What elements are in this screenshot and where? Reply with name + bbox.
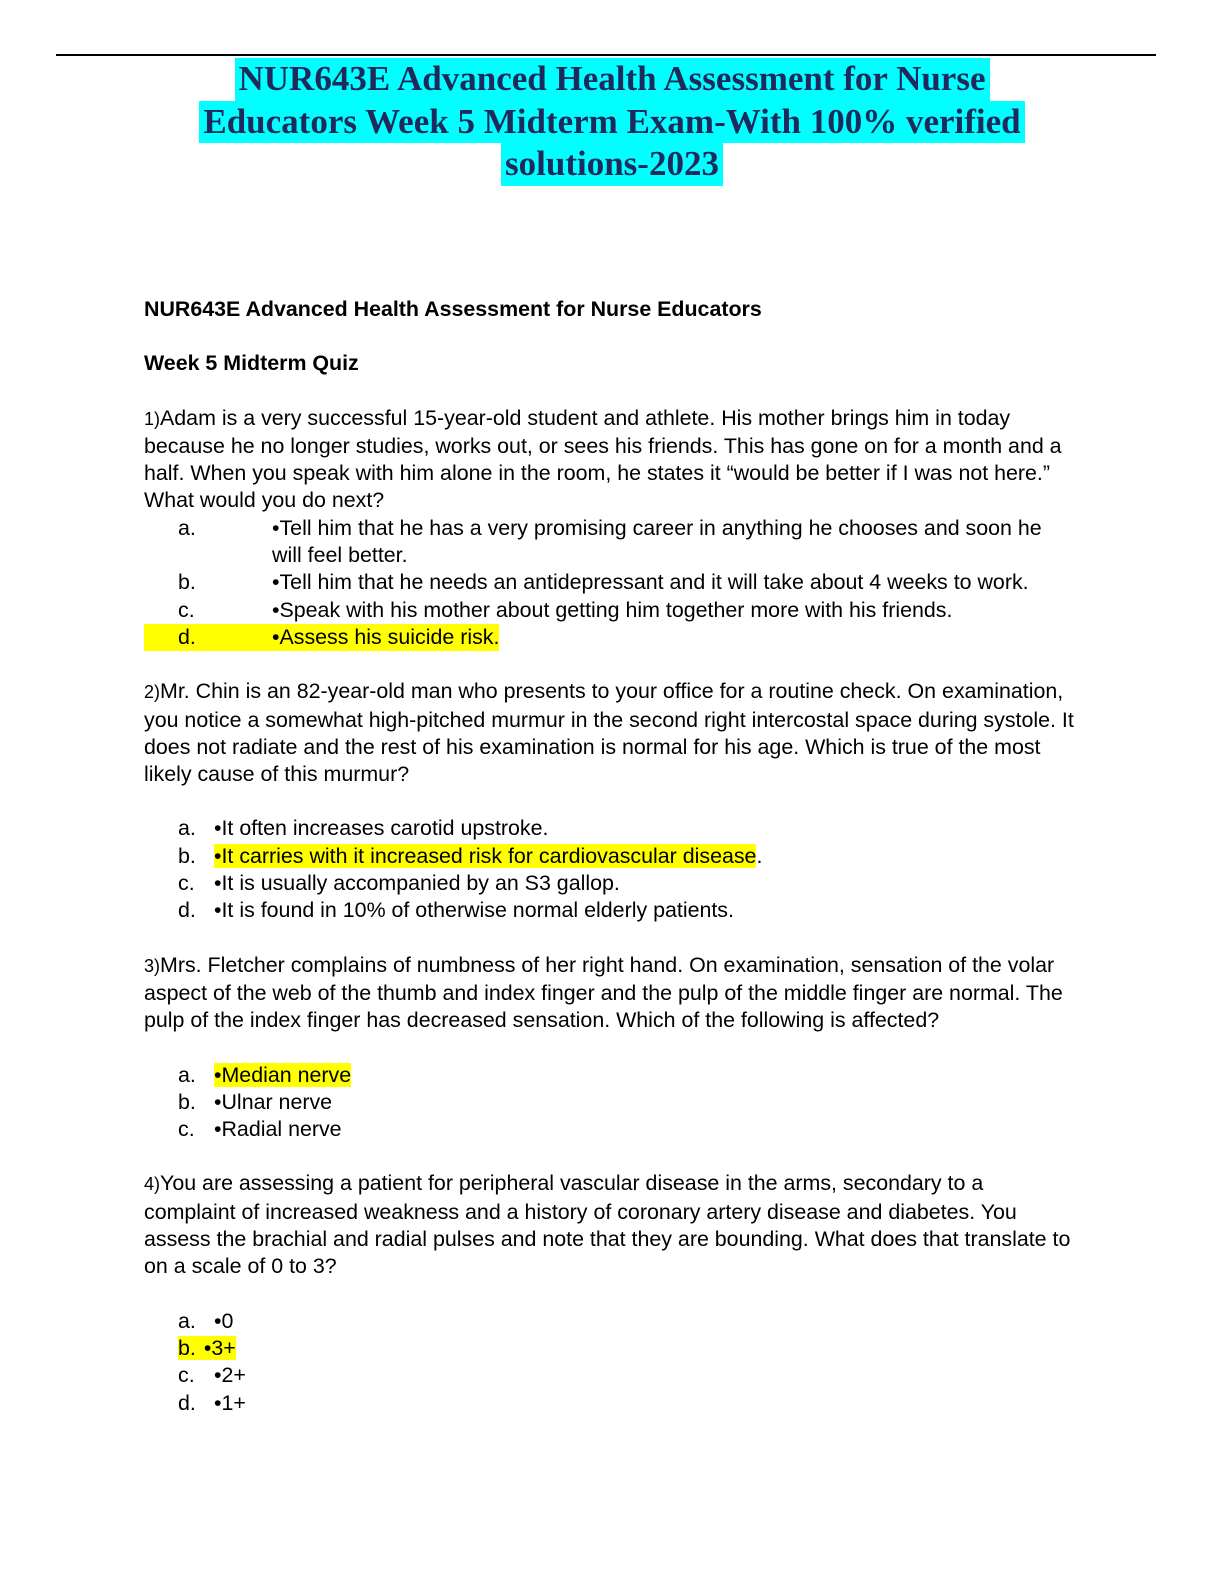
option-letter: c.	[178, 1117, 195, 1142]
option-text: •It is found in 10% of otherwise normal elderly patients.	[214, 898, 734, 923]
option-c[interactable]	[178, 1116, 1074, 1143]
option-c[interactable]	[178, 1362, 1074, 1389]
option-text: •2+	[214, 1363, 246, 1388]
option-d[interactable]	[178, 1390, 1074, 1417]
course-heading: NUR643E Advanced Health Assessment for Nurse Educators	[144, 297, 762, 321]
option-letter: a.	[178, 1308, 196, 1333]
option-text: •0	[214, 1308, 234, 1333]
question-text: Mrs. Fletcher complains of numbness of her right hand. On examination, sensation of the volar aspect of the web of the thumb and index finger and the pulp of the middle finger are normal. The pulp of the index finger has decreased sensation. Which of the following is affected?	[144, 952, 1063, 1033]
document-title	[0, 58, 1224, 186]
option-b-correct[interactable]	[178, 843, 1074, 870]
question-1	[144, 405, 1074, 652]
option-list	[144, 815, 1074, 924]
option-a-correct[interactable]	[178, 1062, 1074, 1089]
option-list	[144, 1308, 1074, 1417]
question-3	[144, 952, 1074, 1144]
option-text: •Tell him that he has a very promising career in anything he chooses and soon he will feel better.	[272, 515, 1042, 568]
option-b[interactable]	[144, 569, 1074, 596]
option-letter: a.	[178, 816, 196, 841]
option-a[interactable]	[178, 815, 1074, 842]
question-text: Mr. Chin is an 82-year-old man who presents to your office for a routine check. On examination, you notice a somewhat high-pitched murmur in the second right intercostal space during systole. It does not radiate and the rest of his examination is normal for his age. Which is true of the most likely cause of this murmur?	[144, 679, 1074, 787]
quiz-heading: Week 5 Midterm Quiz	[144, 351, 359, 376]
option-letter: a.	[178, 1062, 196, 1087]
option-text: •Radial nerve	[214, 1117, 342, 1142]
question-stem	[144, 678, 1074, 788]
option-text-highlighted: •3+	[203, 1335, 236, 1360]
option-letter: c.	[178, 871, 195, 896]
option-text: •Speak with his mother about getting him together more with his friends.	[272, 597, 953, 622]
question-stem	[144, 405, 1074, 515]
option-letter: d.	[178, 624, 196, 649]
document-body	[144, 296, 1074, 1417]
option-suffix: .	[756, 843, 763, 868]
option-letter: b.	[178, 1335, 196, 1360]
question-text: You are assessing a patient for peripheral vascular disease in the arms, secondary to a complaint of increased weakness and a history of coronary artery disease and diabetes. You assess the brachial and radial pulses and note that they are bounding. What does that translate to on a scale of 0 to 3?	[144, 1171, 1071, 1279]
question-number: 3)	[144, 955, 161, 976]
option-list	[144, 1062, 1074, 1144]
option-text: •1+	[214, 1390, 246, 1415]
option-a[interactable]	[178, 1308, 1074, 1335]
option-b-correct[interactable]	[178, 1335, 1074, 1362]
option-letter: b.	[178, 843, 196, 868]
option-list	[144, 515, 1074, 651]
option-d[interactable]	[178, 897, 1074, 924]
title-line: NUR643E Advanced Health Assessment for Nurse	[235, 58, 990, 101]
option-letter: d.	[178, 1390, 196, 1415]
option-b[interactable]	[178, 1089, 1074, 1116]
question-number: 2)	[144, 682, 161, 703]
option-letter: c.	[178, 597, 195, 622]
question-4	[144, 1170, 1074, 1416]
option-text: •It is usually accompanied by an S3 gallop.	[214, 871, 620, 896]
option-letter: b.	[178, 570, 196, 595]
option-a[interactable]	[144, 515, 1074, 570]
top-divider	[56, 54, 1156, 56]
title-line: Educators Week 5 Midterm Exam-With 100% verified	[199, 101, 1024, 144]
option-text: •Tell him that he needs an antidepressant and it will take about 4 weeks to work.	[272, 570, 1029, 595]
option-text: •It often increases carotid upstroke.	[214, 816, 549, 841]
option-letter: d.	[178, 898, 196, 923]
option-d-correct[interactable]	[144, 624, 1074, 651]
question-stem	[144, 1170, 1074, 1280]
option-letter: c.	[178, 1363, 195, 1388]
title-line: solutions-2023	[501, 143, 723, 186]
option-c[interactable]	[178, 870, 1074, 897]
question-text: Adam is a very successful 15-year-old student and athlete. His mother brings him in today because he no longer studies, works out, or sees his friends. This has gone on for a month and a half. When you speak with him alone in the room, he states it “would be better if I was not here.” What would you do next?	[144, 405, 1062, 513]
option-text-highlighted: •Assess his suicide risk.	[272, 624, 500, 649]
option-text-highlighted: •It carries with it increased risk for cardiovascular disease	[214, 843, 757, 868]
question-stem	[144, 952, 1074, 1035]
question-number: 1)	[144, 408, 161, 429]
question-number: 4)	[144, 1174, 161, 1195]
question-2	[144, 678, 1074, 924]
option-c[interactable]	[144, 597, 1074, 624]
option-letter: a.	[178, 515, 196, 540]
option-text-highlighted: •Median nerve	[214, 1062, 352, 1087]
option-text: •Ulnar nerve	[214, 1089, 333, 1114]
option-letter: b.	[178, 1089, 196, 1114]
